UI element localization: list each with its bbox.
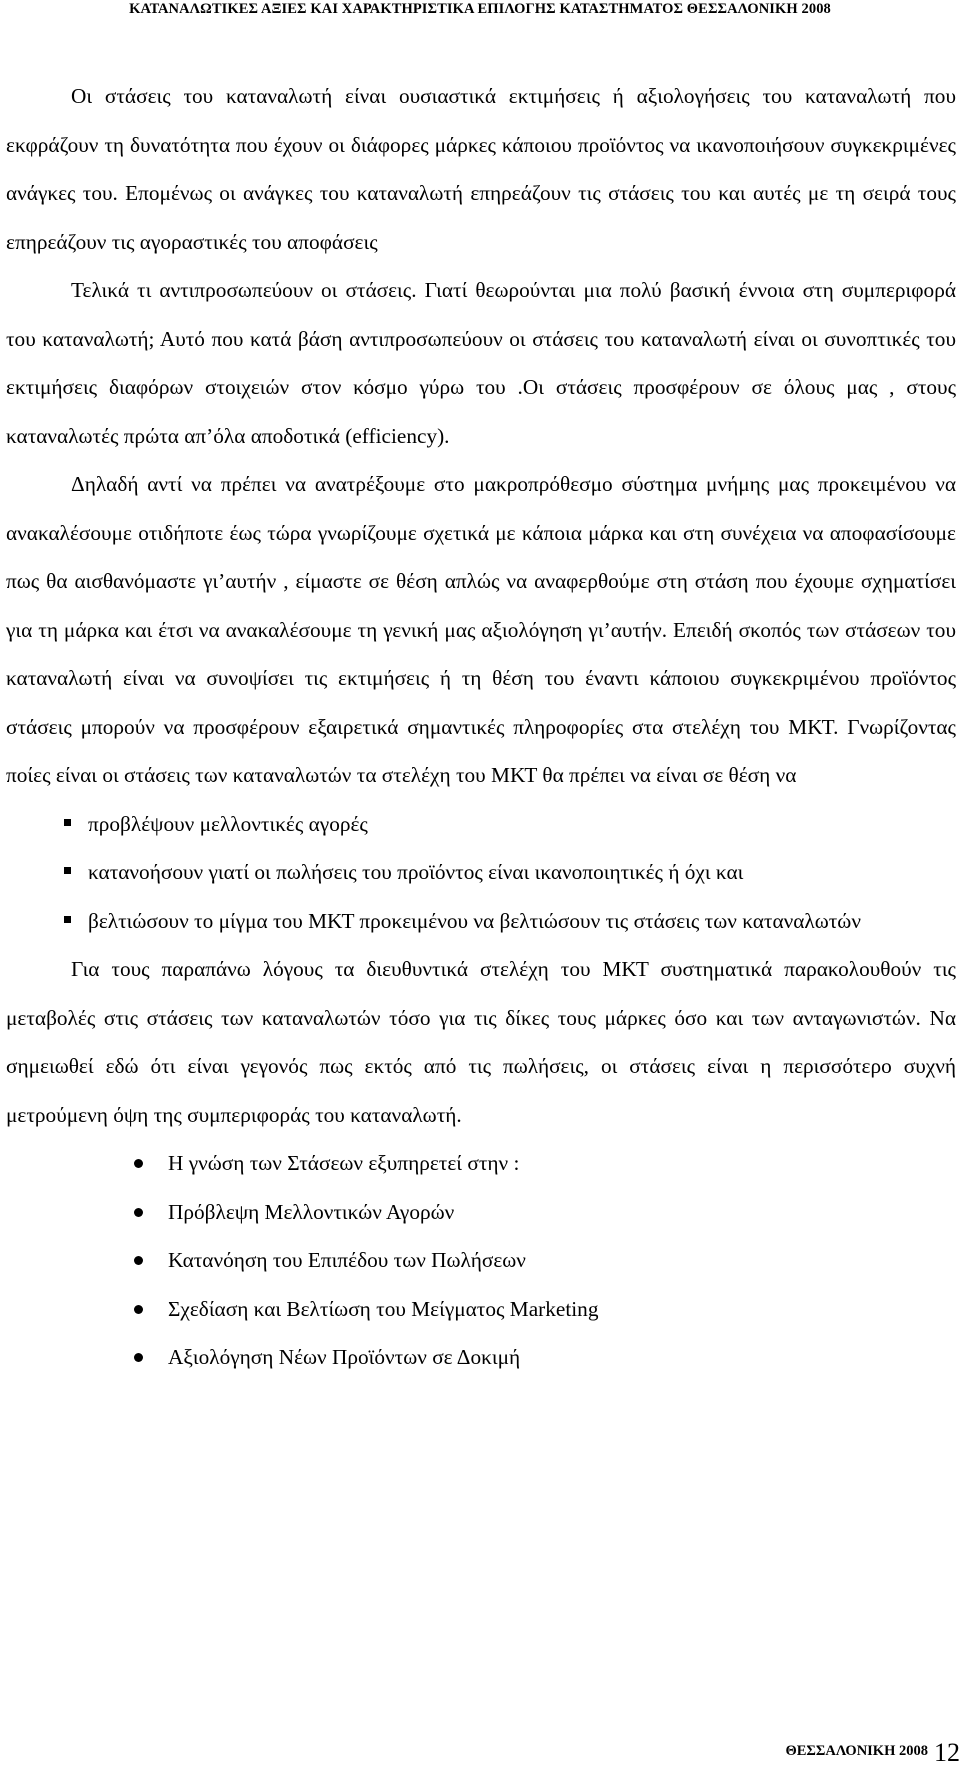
paragraph-what-attitudes-represent: Τελικά τι αντιπροσωπεύουν οι στάσεις. Γιατί θεωρούνται μια πολύ βασική έννοια στη συμπεριφορά του καταναλωτή; Αυτό που κατά βάση αντιπροσωπεύουν οι στάσεις του καταναλωτή είναι οι συνοπτικές του εκτιμήσεις διαφόρων στοιχειών στον κόσμο γύρω του .Οι στάσεις προσφέρουν σε όλους μας , στους καταναλωτές πρώτα απ’όλα αποδοτικά (efficiency). xyxy=(6,278,956,448)
footer-city-year: ΘΕΣΣΑΛΟΝΙΚΗ 2008 xyxy=(785,1743,928,1759)
list-item xyxy=(6,1188,956,1237)
list-item-text: Σχεδίαση και Βελτίωση του Μείγματος Marketing xyxy=(168,1296,599,1321)
list-item xyxy=(6,848,956,897)
list-item xyxy=(6,1236,956,1285)
list-item-text: Κατανόηση του Επιπέδου των Πωλήσεων xyxy=(168,1248,526,1272)
document-body xyxy=(6,72,956,1382)
page-number: 12 xyxy=(934,1738,960,1767)
list-item xyxy=(6,800,956,849)
dot-bullet-icon xyxy=(134,1208,143,1217)
list-item-text: Αξιολόγηση Νέων Προϊόντων σε Δοκιμή xyxy=(168,1345,521,1369)
list-item xyxy=(6,1333,956,1382)
dot-bullet-list xyxy=(6,1139,956,1382)
page-footer xyxy=(785,1732,960,1767)
square-bullet-list xyxy=(6,800,956,946)
list-item-text: προβλέψουν μελλοντικές αγορές xyxy=(88,811,368,836)
paragraph-consumer-attitudes: Οι στάσεις του καταναλωτή είναι ουσιαστικά εκτιμήσεις ή αξιολογήσεις του καταναλωτή που εκφράζουν τη δυνατότητα που έχουν οι διάφορες μάρκες κάποιου προϊόντος να ικανοποιήσουν συγκεκριμένες ανάγκες του. Επομένως οι ανάγκες του καταναλωτή επηρεάζουν τις στάσεις του και αυτές με τη σειρά τους επηρεάζουν τις αγοραστικές του αποφάσεις xyxy=(6,84,956,254)
running-header: ΚΑΤΑΝΑΛΩΤΙΚΕΣ ΑΞΙΕΣ ΚΑΙ ΧΑΡΑΚΤΗΡΙΣΤΙΚΑ ΕΠΙΛΟΓΗΣ ΚΑΤΑΣΤΗΜΑΤΟΣ ΘΕΣΣΑΛΟΝΙΚΗ 2008 xyxy=(129,1,831,17)
dot-bullet-icon xyxy=(134,1159,143,1168)
paragraph-monitoring-attitudes: Για τους παραπάνω λόγους τα διευθυντικά στελέχη του ΜΚΤ συστηματικά παρακολουθούν τις μεταβολές στις στάσεις των καταναλωτών τόσο για τις δίκες τους μάρκες όσο και των ανταγωνιστών. Να σημειωθεί εδώ ότι είναι γεγονός πως εκτός από τις πωλήσεις, οι στάσεις είναι η περισσότερο συχνή μετρούμενη όψη της συμπεριφοράς του καταναλωτή. xyxy=(6,957,956,1127)
square-bullet-icon xyxy=(64,819,71,826)
square-bullet-icon xyxy=(64,867,71,874)
list-item xyxy=(6,897,956,946)
dot-bullet-icon xyxy=(134,1305,143,1314)
square-bullet-icon xyxy=(64,916,71,923)
list-item-text: Η γνώση των Στάσεων εξυπηρετεί στην : xyxy=(168,1151,520,1175)
list-item-text: βελτιώσουν το μίγμα του ΜΚΤ προκειμένου να βελτιώσουν τις στάσεις των καταναλωτών xyxy=(88,908,861,933)
dot-bullet-icon xyxy=(134,1353,143,1362)
list-item xyxy=(6,1139,956,1188)
paragraph-long-term-memory: Δηλαδή αντί να πρέπει να ανατρέξουμε στο μακροπρόθεσμο σύστημα μνήμης μας προκειμένου να ανακαλέσουμε οτιδήποτε έως τώρα γνωρίζουμε σχετικά με κάποια μάρκα και στη συνέχεια να αποφασίσουμε πως θα αισθανόμαστε γι’αυτήν , είμαστε σε θέση απλώς να αναφερθούμε στη στάση που έχουμε σχηματίσει για τη μάρκα και έτσι να ανακαλέσουμε τη γενική μας αξιολόγηση γι’αυτήν. Επειδή σκοπός των στάσεων του καταναλωτή είναι να συνοψίσει τις εκτιμήσεις ή τη θέση του έναντι κάποιου συγκεκριμένου προϊόντος στάσεις μπορούν να προσφέρουν εξαιρετικά σημαντικές πληροφορίες στα στελέχη του ΜΚΤ. Γνωρίζοντας ποίες είναι οι στάσεις των καταναλωτών τα στελέχη του ΜΚΤ θα πρέπει να είναι σε θέση να xyxy=(6,472,956,787)
dot-bullet-icon xyxy=(134,1256,143,1265)
list-item-text: Πρόβλεψη Μελλοντικών Αγορών xyxy=(168,1199,455,1224)
list-item xyxy=(6,1285,956,1334)
list-item-text: κατανοήσουν γιατί οι πωλήσεις του προϊόντος είναι ικανοποιητικές ή όχι και xyxy=(88,860,744,884)
